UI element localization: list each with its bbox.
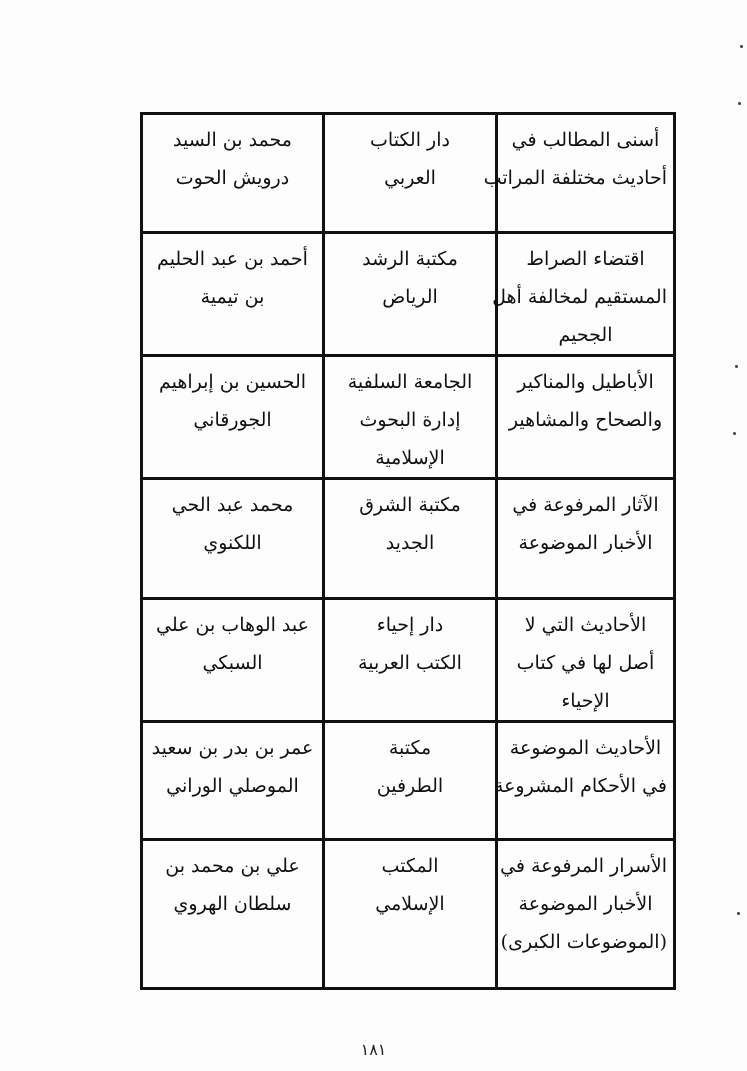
publisher-cell xyxy=(324,356,497,479)
table-row xyxy=(142,599,675,722)
title-cell-line: الأباطيل والمناكير xyxy=(517,371,654,393)
title-cell-line: المستقيم لمخالفة أهل xyxy=(492,286,667,308)
publisher-cell xyxy=(324,114,497,233)
table-row xyxy=(142,233,675,356)
title-cell-line: الأسرار المرفوعة في xyxy=(500,855,667,877)
author-cell-line: درويش الحوت xyxy=(175,167,290,189)
title-cell-line: الأخبار الموضوعة xyxy=(518,893,653,915)
author-cell xyxy=(142,840,324,989)
publisher-cell-line: الرياض xyxy=(382,286,438,308)
publisher-cell xyxy=(324,599,497,722)
author-cell-line: السبكي xyxy=(202,652,263,674)
author-cell-line: الحسين بن إبراهيم xyxy=(158,371,307,393)
title-cell-line: الجحيم xyxy=(558,324,613,346)
author-cell-line: الجورقاني xyxy=(193,409,272,431)
author-cell xyxy=(142,356,324,479)
title-cell xyxy=(497,356,675,479)
author-cell-line: عبد الوهاب بن علي xyxy=(156,614,309,636)
page-number: ١٨١ xyxy=(360,1040,387,1059)
title-cell-line: الأخبار الموضوعة xyxy=(518,532,653,554)
margin-speck xyxy=(738,102,741,105)
publisher-cell-line: دار الكتاب xyxy=(370,129,450,151)
title-cell-line: اقتضاء الصراط xyxy=(526,248,645,270)
references-table-body xyxy=(142,114,675,989)
publisher-cell xyxy=(324,840,497,989)
author-cell xyxy=(142,722,324,840)
publisher-cell xyxy=(324,479,497,599)
title-cell-line: (الموضوعات الكبرى) xyxy=(500,931,667,953)
title-cell-line: في الأحكام المشروعة xyxy=(493,775,667,797)
title-cell-line: أصل لها في كتاب xyxy=(516,652,655,674)
title-cell xyxy=(493,722,675,840)
title-cell xyxy=(492,233,675,356)
table-row xyxy=(142,114,675,233)
margin-speck xyxy=(737,912,740,915)
author-cell-line: اللكنوي xyxy=(203,532,262,554)
publisher-cell-line: المكتب xyxy=(381,855,439,877)
author-cell-line: سلطان الهروي xyxy=(173,893,292,915)
margin-speck xyxy=(740,45,743,48)
author-cell-line: محمد عبد الحي xyxy=(171,494,294,516)
title-cell xyxy=(483,114,675,233)
title-cell-line: الأحاديث الموضوعة xyxy=(509,737,662,759)
author-cell xyxy=(142,114,324,233)
title-cell-line: أسنى المطالب في xyxy=(511,129,660,151)
author-cell-line: أحمد بن عبد الحليم xyxy=(157,248,308,270)
table-row xyxy=(142,722,675,840)
title-cell-line: الأحاديث التي لا xyxy=(524,614,647,636)
author-cell xyxy=(142,233,324,356)
margin-speck xyxy=(733,432,736,435)
publisher-cell-line: الكتب العربية xyxy=(358,652,462,674)
title-cell-line: الإحياء xyxy=(561,690,610,712)
author-cell-line: الموصلي الوراني xyxy=(166,775,299,797)
author-cell-line: علي بن محمد بن xyxy=(165,855,300,877)
publisher-cell-line: الإسلامية xyxy=(375,447,445,469)
title-cell-line: أحاديث مختلفة المراتب xyxy=(483,167,667,189)
publisher-cell-line: دار إحياء xyxy=(376,614,444,636)
publisher-cell-line: الجامعة السلفية xyxy=(347,371,473,393)
publisher-cell-line: الجديد xyxy=(385,532,435,554)
table-row xyxy=(142,840,675,989)
author-cell xyxy=(142,479,324,599)
references-table xyxy=(140,112,676,990)
author-cell-line: محمد بن السيد xyxy=(173,129,292,151)
title-cell-line: والصحاح والمشاهير xyxy=(508,409,663,431)
publisher-cell-line: مكتبة الشرق xyxy=(359,494,461,516)
publisher-cell-line: العربي xyxy=(384,167,436,189)
title-cell-line: الآثار المرفوعة في xyxy=(512,494,659,516)
publisher-cell xyxy=(324,722,497,840)
author-cell-line: عمر بن بدر بن سعيد xyxy=(151,737,314,759)
title-cell xyxy=(497,599,675,722)
table-row xyxy=(142,356,675,479)
table-row xyxy=(142,479,675,599)
publisher-cell xyxy=(324,233,497,356)
author-cell-line: بن تيمية xyxy=(200,286,265,308)
publisher-cell-line: مكتبة الرشد xyxy=(362,248,458,270)
margin-speck xyxy=(735,365,738,368)
author-cell xyxy=(142,599,324,722)
publisher-cell-line: مكتبة xyxy=(388,737,432,759)
title-cell xyxy=(497,479,675,599)
publisher-cell-line: الإسلامي xyxy=(375,893,445,915)
publisher-cell-line: إدارة البحوث xyxy=(359,409,461,431)
title-cell xyxy=(497,840,675,989)
publisher-cell-line: الطرفين xyxy=(376,775,444,797)
